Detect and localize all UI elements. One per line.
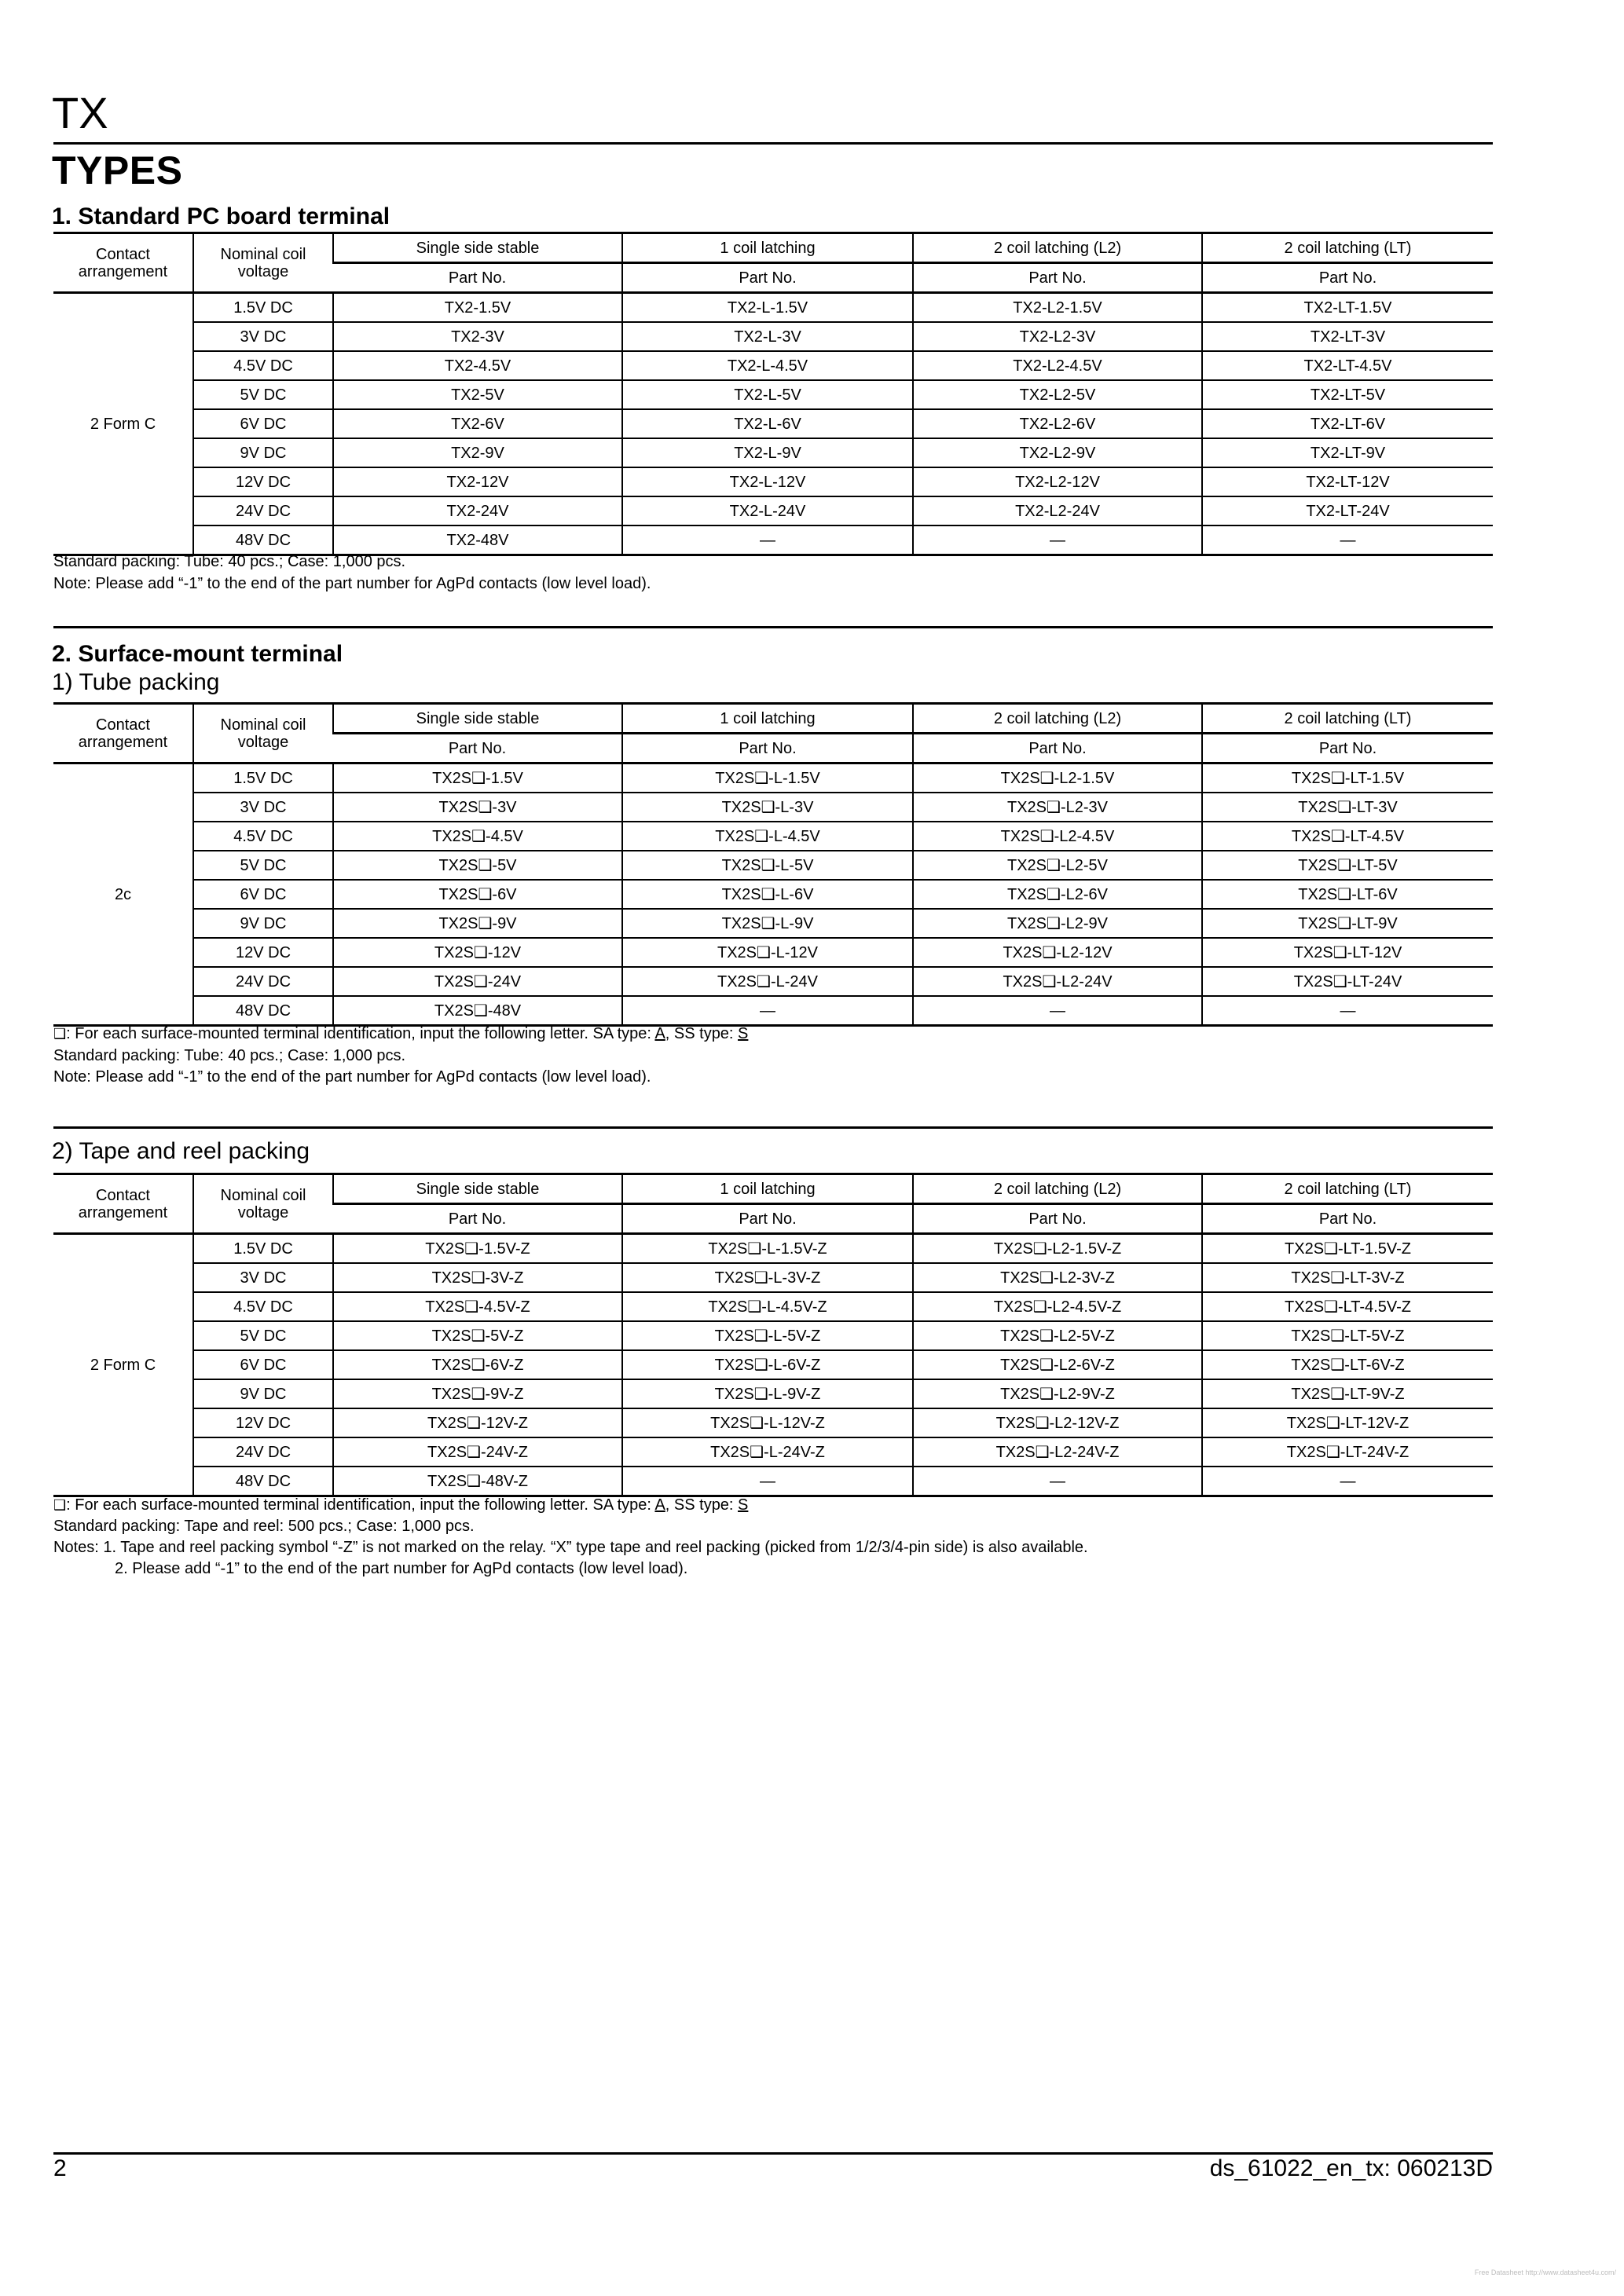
part-number-cell: TX2S❑-L-3V-Z xyxy=(622,1263,913,1292)
part-number-cell: TX2S❑-LT-3V-Z xyxy=(1202,1263,1493,1292)
part-number-cell: TX2S❑-9V xyxy=(333,909,622,938)
part-number-cell: TX2S❑-LT-6V-Z xyxy=(1202,1350,1493,1379)
part-no-header: Part No. xyxy=(1202,1204,1493,1234)
part-number-cell: TX2S❑-L-9V-Z xyxy=(622,1379,913,1408)
table-row xyxy=(53,322,1493,351)
part-number-cell: TX2-L-5V xyxy=(622,380,913,409)
section-2-heading: 2. Surface-mount terminal xyxy=(52,641,343,667)
part-number-cell: TX2S❑-L-6V xyxy=(622,880,913,909)
part-number-cell: TX2S❑-L-6V-Z xyxy=(622,1350,913,1379)
part-number-cell: TX2S❑-L-4.5V-Z xyxy=(622,1292,913,1321)
part-number-cell: — xyxy=(622,1467,913,1496)
part-number-cell: TX2S❑-L-9V xyxy=(622,909,913,938)
part-no-header: Part No. xyxy=(913,1204,1202,1234)
tube-agpd-note: Note: Please add “-1” to the end of the part number for AgPd contacts (low level load). xyxy=(53,1068,651,1086)
terminal-id-note: ❑: For each surface-mounted terminal identification, input the following letter. SA type: A, SS type: S xyxy=(53,1496,749,1514)
header-rule xyxy=(53,142,1493,145)
section-divider xyxy=(53,1126,1493,1129)
coil-voltage-cell: 3V DC xyxy=(193,793,333,822)
part-number-cell: TX2S❑-L2-12V-Z xyxy=(913,1408,1202,1437)
type-header-1-coil-latching: 1 coil latching xyxy=(622,704,913,734)
table-row xyxy=(53,938,1493,967)
part-number-cell: TX2S❑-L2-9V xyxy=(913,909,1202,938)
coil-voltage-cell: 9V DC xyxy=(193,909,333,938)
part-number-cell: TX2S❑-L-4.5V xyxy=(622,822,913,851)
part-number-cell: TX2S❑-L2-24V-Z xyxy=(913,1437,1202,1467)
part-number-cell: TX2S❑-LT-4.5V xyxy=(1202,822,1493,851)
part-number-cell: TX2-3V xyxy=(333,322,622,351)
type-header-2-coil-latching-l2: 2 coil latching (L2) xyxy=(913,1174,1202,1204)
part-number-cell: TX2-L-6V xyxy=(622,409,913,438)
terminal-box-icon: ❑ xyxy=(53,1497,67,1513)
type-header-2-coil-latching-lt: 2 coil latching (LT) xyxy=(1202,233,1493,263)
table-row xyxy=(53,1379,1493,1408)
part-number-cell: TX2-4.5V xyxy=(333,351,622,380)
part-number-cell: TX2-L2-12V xyxy=(913,467,1202,496)
part-number-cell: TX2-9V xyxy=(333,438,622,467)
nominal-coil-voltage-header: Nominal coil voltage xyxy=(193,1174,333,1234)
part-number-cell: TX2S❑-L2-3V xyxy=(913,793,1202,822)
terminal-id-note: ❑: For each surface-mounted terminal identification, input the following letter. SA type: A, SS type: S xyxy=(53,1025,749,1042)
table-row xyxy=(53,851,1493,880)
coil-voltage-cell: 12V DC xyxy=(193,1408,333,1437)
part-number-cell: TX2S❑-L2-5V-Z xyxy=(913,1321,1202,1350)
page-number: 2 xyxy=(53,2155,67,2181)
section-divider xyxy=(53,626,1493,628)
part-no-header: Part No. xyxy=(622,734,913,764)
table-row xyxy=(53,822,1493,851)
type-header-1-coil-latching: 1 coil latching xyxy=(622,1174,913,1204)
table-row xyxy=(53,496,1493,525)
table-row xyxy=(53,467,1493,496)
nominal-coil-voltage-header: Nominal coil voltage xyxy=(193,704,333,764)
part-number-cell: TX2-L-3V xyxy=(622,322,913,351)
coil-voltage-cell: 5V DC xyxy=(193,851,333,880)
part-number-cell: TX2S❑-L2-6V xyxy=(913,880,1202,909)
part-no-header: Part No. xyxy=(333,734,622,764)
part-number-cell: TX2-L-1.5V xyxy=(622,293,913,323)
part-number-cell: TX2S❑-LT-5V xyxy=(1202,851,1493,880)
coil-voltage-cell: 48V DC xyxy=(193,996,333,1026)
coil-voltage-cell: 6V DC xyxy=(193,1350,333,1379)
part-number-cell: TX2-L2-1.5V xyxy=(913,293,1202,323)
terminal-box-icon: ❑ xyxy=(53,1026,67,1042)
part-number-cell: TX2S❑-LT-9V-Z xyxy=(1202,1379,1493,1408)
part-number-cell: TX2S❑-L-12V-Z xyxy=(622,1408,913,1437)
watermark: Free Datasheet http://www.datasheet4u.com/ xyxy=(1474,2269,1616,2276)
coil-voltage-cell: 24V DC xyxy=(193,967,333,996)
part-number-cell: TX2S❑-L2-5V xyxy=(913,851,1202,880)
part-number-cell: TX2S❑-L-24V xyxy=(622,967,913,996)
part-number-cell: TX2S❑-4.5V xyxy=(333,822,622,851)
coil-voltage-cell: 24V DC xyxy=(193,1437,333,1467)
part-number-cell: — xyxy=(622,525,913,555)
part-number-cell: TX2-L2-5V xyxy=(913,380,1202,409)
coil-voltage-cell: 9V DC xyxy=(193,438,333,467)
table-row xyxy=(53,409,1493,438)
part-number-cell: TX2-LT-12V xyxy=(1202,467,1493,496)
table-row xyxy=(53,1263,1493,1292)
part-number-cell: TX2S❑-5V xyxy=(333,851,622,880)
document-title: TX xyxy=(52,88,108,137)
part-no-header: Part No. xyxy=(1202,734,1493,764)
part-number-cell: TX2S❑-LT-1.5V xyxy=(1202,764,1493,793)
part-number-cell: TX2S❑-LT-6V xyxy=(1202,880,1493,909)
table-row xyxy=(53,909,1493,938)
part-number-cell: TX2-L2-6V xyxy=(913,409,1202,438)
part-number-cell: TX2S❑-L-5V xyxy=(622,851,913,880)
part-number-cell: TX2S❑-6V xyxy=(333,880,622,909)
part-number-cell: TX2-12V xyxy=(333,467,622,496)
part-number-cell: TX2S❑-L2-3V-Z xyxy=(913,1263,1202,1292)
coil-voltage-cell: 6V DC xyxy=(193,880,333,909)
part-number-cell: TX2S❑-9V-Z xyxy=(333,1379,622,1408)
type-header-single-side-stable: Single side stable xyxy=(333,1174,622,1204)
part-number-cell: TX2S❑-L2-9V-Z xyxy=(913,1379,1202,1408)
table-row xyxy=(53,525,1493,555)
table-row xyxy=(53,438,1493,467)
part-number-cell: TX2-LT-6V xyxy=(1202,409,1493,438)
part-number-cell: TX2S❑-L2-6V-Z xyxy=(913,1350,1202,1379)
table-row xyxy=(53,293,1493,323)
type-header-2-coil-latching-lt: 2 coil latching (LT) xyxy=(1202,704,1493,734)
part-number-cell: TX2S❑-L2-1.5V xyxy=(913,764,1202,793)
tube-packing-subheading: 1) Tube packing xyxy=(52,669,220,695)
table-row xyxy=(53,764,1493,793)
coil-voltage-cell: 1.5V DC xyxy=(193,293,333,323)
tape-note-1: Notes: 1. Tape and reel packing symbol “-Z” is not marked on the relay. “X” type tape and reel packing (picked from 1/2/3/4-pin side) is also available. xyxy=(53,1539,1088,1556)
part-no-header: Part No. xyxy=(333,1204,622,1234)
contact-arrangement-header: Contact arrangement xyxy=(53,1174,193,1234)
coil-voltage-cell: 24V DC xyxy=(193,496,333,525)
part-number-cell: TX2-LT-3V xyxy=(1202,322,1493,351)
contact-arrangement-header: Contact arrangement xyxy=(53,704,193,764)
part-number-cell: TX2-LT-24V xyxy=(1202,496,1493,525)
part-number-cell: — xyxy=(1202,996,1493,1026)
coil-voltage-cell: 5V DC xyxy=(193,380,333,409)
part-number-cell: TX2-LT-1.5V xyxy=(1202,293,1493,323)
tape-reel-table xyxy=(53,1173,1493,1497)
part-number-cell: TX2-LT-4.5V xyxy=(1202,351,1493,380)
coil-voltage-cell: 6V DC xyxy=(193,409,333,438)
part-number-cell: — xyxy=(1202,525,1493,555)
tape-packing-note: Standard packing: Tape and reel: 500 pcs.; Case: 1,000 pcs. xyxy=(53,1518,475,1535)
part-no-header: Part No. xyxy=(622,263,913,293)
part-number-cell: TX2-L-24V xyxy=(622,496,913,525)
coil-voltage-cell: 5V DC xyxy=(193,1321,333,1350)
part-number-cell: TX2S❑-LT-1.5V-Z xyxy=(1202,1234,1493,1264)
coil-voltage-cell: 9V DC xyxy=(193,1379,333,1408)
part-number-cell: TX2S❑-LT-9V xyxy=(1202,909,1493,938)
part-number-cell: — xyxy=(913,1467,1202,1496)
document-code: ds_61022_en_tx: 060213D xyxy=(1209,2155,1493,2181)
table-row xyxy=(53,1292,1493,1321)
part-number-cell: TX2S❑-LT-5V-Z xyxy=(1202,1321,1493,1350)
part-no-header: Part No. xyxy=(1202,263,1493,293)
part-number-cell: TX2S❑-L2-12V xyxy=(913,938,1202,967)
table-row xyxy=(53,996,1493,1026)
table-row xyxy=(53,793,1493,822)
type-header-1-coil-latching: 1 coil latching xyxy=(622,233,913,263)
part-number-cell: TX2S❑-L2-4.5V xyxy=(913,822,1202,851)
tube-packing-note: Standard packing: Tube: 40 pcs.; Case: 1,000 pcs. xyxy=(53,1047,406,1064)
part-number-cell: TX2S❑-5V-Z xyxy=(333,1321,622,1350)
part-number-cell: TX2S❑-LT-12V-Z xyxy=(1202,1408,1493,1437)
part-number-cell: TX2S❑-LT-12V xyxy=(1202,938,1493,967)
part-number-cell: TX2-LT-5V xyxy=(1202,380,1493,409)
table-row xyxy=(53,1467,1493,1496)
standard-pc-board-table xyxy=(53,232,1493,556)
nominal-coil-voltage-header: Nominal coil voltage xyxy=(193,233,333,293)
part-number-cell: TX2-24V xyxy=(333,496,622,525)
table-row xyxy=(53,1234,1493,1264)
table-row xyxy=(53,351,1493,380)
section-1-heading: 1. Standard PC board terminal xyxy=(52,203,390,229)
coil-voltage-cell: 4.5V DC xyxy=(193,351,333,380)
part-number-cell: TX2S❑-L-24V-Z xyxy=(622,1437,913,1467)
part-number-cell: TX2-L2-4.5V xyxy=(913,351,1202,380)
part-number-cell: TX2S❑-48V-Z xyxy=(333,1467,622,1496)
part-number-cell: — xyxy=(913,525,1202,555)
part-number-cell: TX2S❑-LT-3V xyxy=(1202,793,1493,822)
part-number-cell: TX2S❑-24V xyxy=(333,967,622,996)
part-number-cell: TX2S❑-48V xyxy=(333,996,622,1026)
coil-voltage-cell: 3V DC xyxy=(193,322,333,351)
part-number-cell: TX2S❑-L-12V xyxy=(622,938,913,967)
part-number-cell: — xyxy=(913,996,1202,1026)
part-number-cell: TX2-L-4.5V xyxy=(622,351,913,380)
footer-rule xyxy=(53,2152,1493,2155)
part-number-cell: TX2S❑-L-3V xyxy=(622,793,913,822)
coil-voltage-cell: 3V DC xyxy=(193,1263,333,1292)
part-number-cell: TX2S❑-3V-Z xyxy=(333,1263,622,1292)
part-number-cell: TX2S❑-12V xyxy=(333,938,622,967)
table-row xyxy=(53,1350,1493,1379)
coil-voltage-cell: 12V DC xyxy=(193,938,333,967)
contact-arrangement-cell: 2 Form C xyxy=(53,1234,193,1496)
part-number-cell: TX2S❑-1.5V xyxy=(333,764,622,793)
contact-arrangement-cell: 2 Form C xyxy=(53,293,193,555)
tape-note-2: 2. Please add “-1” to the end of the part number for AgPd contacts (low level load). xyxy=(115,1560,688,1577)
contact-arrangement-cell: 2c xyxy=(53,764,193,1026)
table-row xyxy=(53,1321,1493,1350)
part-number-cell: — xyxy=(622,996,913,1026)
part-number-cell: TX2-48V xyxy=(333,525,622,555)
part-number-cell: TX2S❑-12V-Z xyxy=(333,1408,622,1437)
part-number-cell: TX2-L2-9V xyxy=(913,438,1202,467)
part-number-cell: TX2S❑-LT-4.5V-Z xyxy=(1202,1292,1493,1321)
part-number-cell: TX2S❑-1.5V-Z xyxy=(333,1234,622,1264)
coil-voltage-cell: 4.5V DC xyxy=(193,822,333,851)
part-no-header: Part No. xyxy=(333,263,622,293)
part-number-cell: TX2S❑-L-5V-Z xyxy=(622,1321,913,1350)
part-number-cell: TX2S❑-L2-1.5V-Z xyxy=(913,1234,1202,1264)
contact-arrangement-header: Contact arrangement xyxy=(53,233,193,293)
part-no-header: Part No. xyxy=(913,263,1202,293)
part-number-cell: TX2S❑-24V-Z xyxy=(333,1437,622,1467)
page-title: TYPES xyxy=(52,148,183,192)
part-number-cell: TX2-L2-3V xyxy=(913,322,1202,351)
table-row xyxy=(53,967,1493,996)
table-row xyxy=(53,1408,1493,1437)
part-no-header: Part No. xyxy=(622,1204,913,1234)
tube-packing-table xyxy=(53,702,1493,1027)
part-number-cell: — xyxy=(1202,1467,1493,1496)
coil-voltage-cell: 12V DC xyxy=(193,467,333,496)
part-number-cell: TX2S❑-L2-4.5V-Z xyxy=(913,1292,1202,1321)
part-number-cell: TX2S❑-L2-24V xyxy=(913,967,1202,996)
table-row xyxy=(53,380,1493,409)
coil-voltage-cell: 1.5V DC xyxy=(193,764,333,793)
type-header-2-coil-latching-lt: 2 coil latching (LT) xyxy=(1202,1174,1493,1204)
part-number-cell: TX2-LT-9V xyxy=(1202,438,1493,467)
part-number-cell: TX2-L-12V xyxy=(622,467,913,496)
part-number-cell: TX2-L-9V xyxy=(622,438,913,467)
part-number-cell: TX2-5V xyxy=(333,380,622,409)
part-no-header: Part No. xyxy=(913,734,1202,764)
part-number-cell: TX2-1.5V xyxy=(333,293,622,323)
type-header-2-coil-latching-l2: 2 coil latching (L2) xyxy=(913,233,1202,263)
type-header-single-side-stable: Single side stable xyxy=(333,233,622,263)
part-number-cell: TX2S❑-4.5V-Z xyxy=(333,1292,622,1321)
tape-reel-subheading: 2) Tape and reel packing xyxy=(52,1138,310,1164)
coil-voltage-cell: 48V DC xyxy=(193,1467,333,1496)
part-number-cell: TX2S❑-LT-24V xyxy=(1202,967,1493,996)
part-number-cell: TX2-6V xyxy=(333,409,622,438)
table-row xyxy=(53,880,1493,909)
part-number-cell: TX2S❑-L-1.5V-Z xyxy=(622,1234,913,1264)
part-number-cell: TX2-L2-24V xyxy=(913,496,1202,525)
part-number-cell: TX2S❑-L-1.5V xyxy=(622,764,913,793)
type-header-single-side-stable: Single side stable xyxy=(333,704,622,734)
table-row xyxy=(53,1437,1493,1467)
part-number-cell: TX2S❑-6V-Z xyxy=(333,1350,622,1379)
coil-voltage-cell: 1.5V DC xyxy=(193,1234,333,1264)
coil-voltage-cell: 48V DC xyxy=(193,525,333,555)
section-1-packing-note: Standard packing: Tube: 40 pcs.; Case: 1,000 pcs. xyxy=(53,553,406,570)
type-header-2-coil-latching-l2: 2 coil latching (L2) xyxy=(913,704,1202,734)
part-number-cell: TX2S❑-3V xyxy=(333,793,622,822)
coil-voltage-cell: 4.5V DC xyxy=(193,1292,333,1321)
section-1-agpd-note: Note: Please add “-1” to the end of the part number for AgPd contacts (low level load). xyxy=(53,575,651,592)
part-number-cell: TX2S❑-LT-24V-Z xyxy=(1202,1437,1493,1467)
